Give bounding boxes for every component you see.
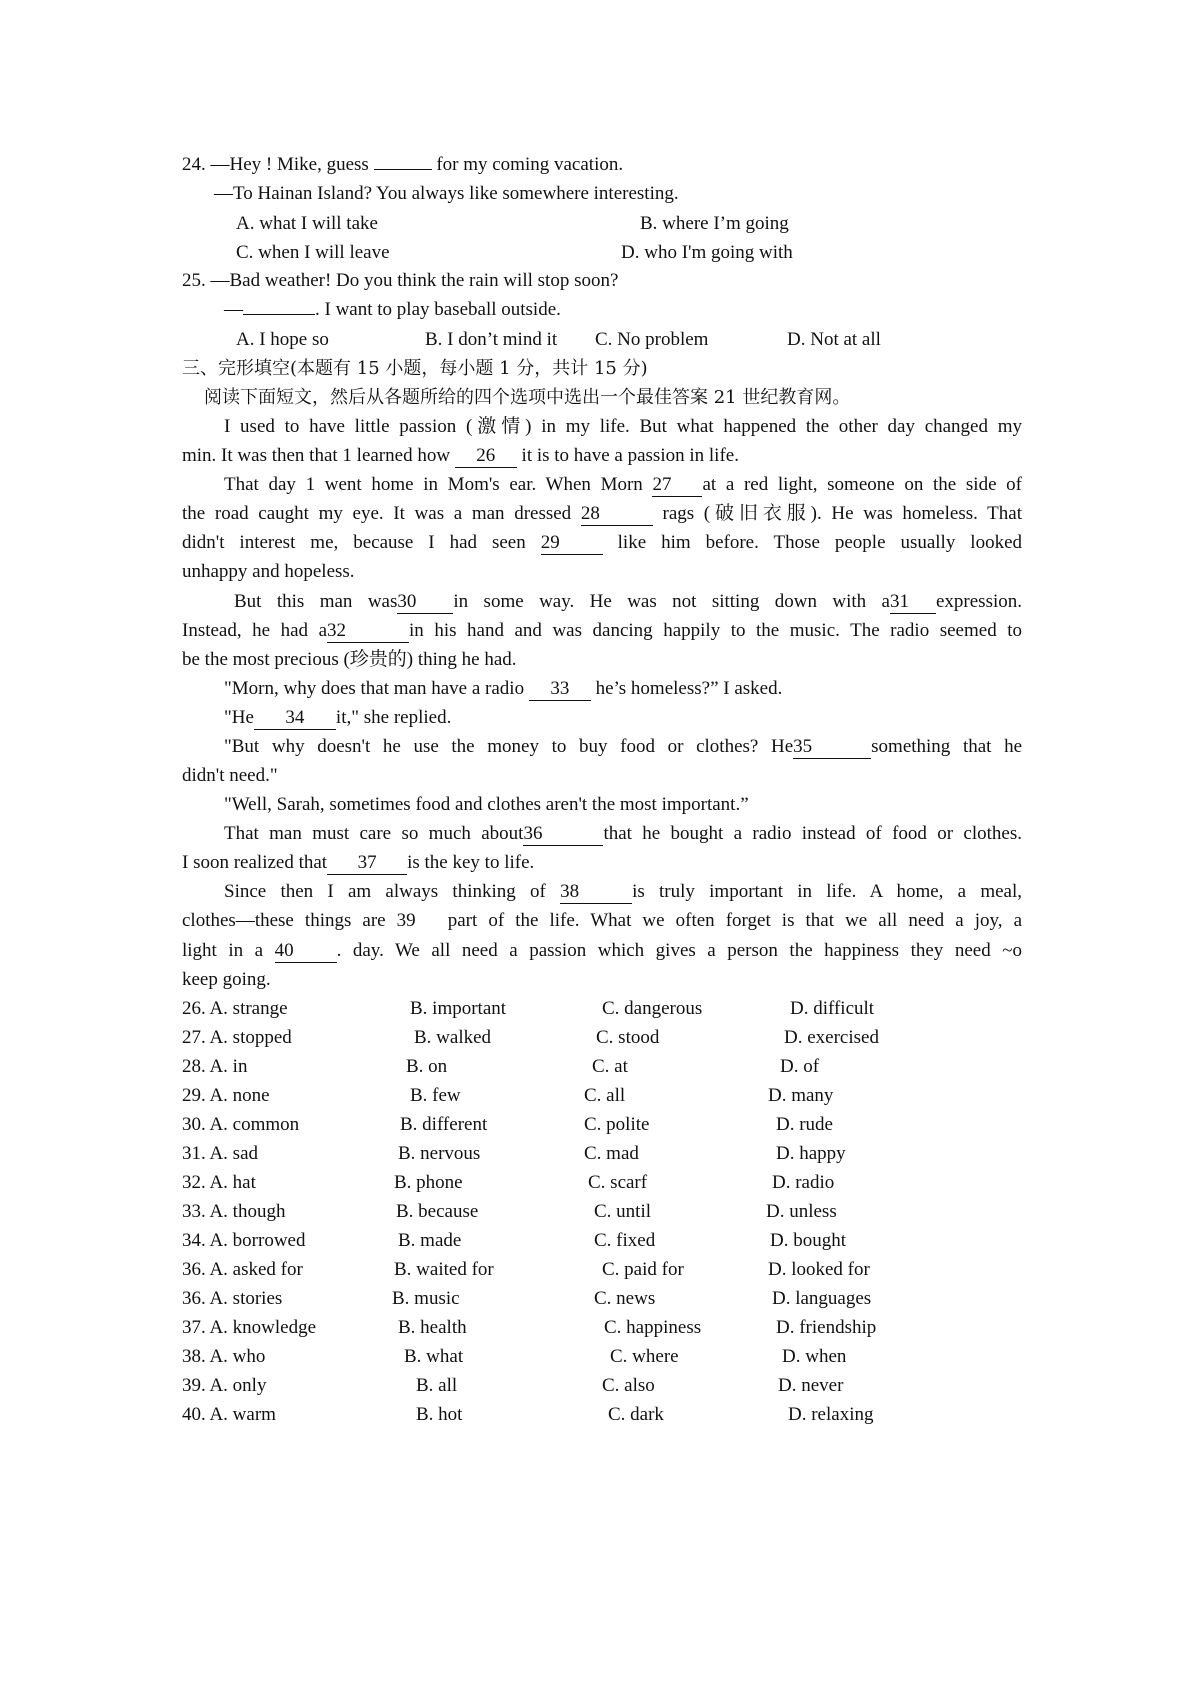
q24-option-a: A. what I will take: [236, 213, 378, 234]
section-instruction: 阅读下面短文，然后从各题所给的四个选项中选出一个最佳答案 21 世纪教育网。: [204, 387, 851, 408]
passage-line: min. It was then that 1 learned how 26 it is to have a passion in life.: [182, 445, 739, 466]
option-d: D. bought: [770, 1230, 846, 1251]
option-row: [182, 1024, 1022, 1052]
option-c: C. fixed: [594, 1230, 656, 1251]
option-b: B. on: [406, 1056, 448, 1077]
option-a: 38. A. who: [182, 1346, 266, 1367]
q25-stem: 25. —Bad weather! Do you think the rain will stop soon?: [182, 270, 619, 291]
option-d: D. when: [782, 1346, 847, 1367]
option-c: C. polite: [584, 1114, 650, 1135]
option-b: B. phone: [394, 1172, 463, 1193]
option-b: B. because: [396, 1201, 479, 1222]
blank-39: 39: [396, 910, 416, 931]
option-a: 29. A. none: [182, 1085, 270, 1106]
option-c: C. paid for: [602, 1259, 684, 1280]
passage-line: didn't need.": [182, 765, 278, 786]
option-row: [182, 995, 1022, 1023]
option-row: [182, 1198, 1022, 1226]
blank-28: 28: [581, 503, 653, 526]
q24-options-row2: [182, 239, 1022, 267]
option-a: 34. A. borrowed: [182, 1230, 306, 1251]
option-a: 31. A. sad: [182, 1143, 258, 1164]
option-row: [182, 1111, 1022, 1139]
option-d: D. rude: [776, 1114, 833, 1135]
passage-line: Instead, he had a32 in his hand and was dancing happily to the music. The radio seemed to: [182, 620, 1022, 641]
passage-line: Since then I am always thinking of 38 is truly important in life. A home, a meal,: [224, 881, 1023, 902]
option-row: [182, 1169, 1022, 1197]
q24-options-row1: [182, 210, 1022, 238]
option-row: [182, 1401, 1022, 1429]
option-b: B. nervous: [398, 1143, 481, 1164]
blank-30: 30: [397, 591, 453, 614]
option-a: 30. A. common: [182, 1114, 300, 1135]
option-d: D. languages: [772, 1288, 872, 1309]
option-c: C. mad: [584, 1143, 639, 1164]
passage-line: keep going.: [182, 969, 271, 990]
option-row: [182, 1256, 1022, 1284]
option-b: B. different: [400, 1114, 488, 1135]
option-c: C. stood: [596, 1027, 660, 1048]
option-a: 32. A. hat: [182, 1172, 256, 1193]
section-heading: 三、完形填空(本题有 15 小题，每小题 1 分，共计 15 分): [182, 358, 648, 379]
option-d: D. never: [778, 1375, 844, 1396]
option-d: D. radio: [772, 1172, 835, 1193]
passage-line: clothes—these things are 39 part of the life. What we often forget is that we all need a joy, a: [182, 907, 1022, 935]
blank-40: 40: [275, 940, 337, 963]
q25-option-c: C. No problem: [595, 329, 709, 350]
q25-option-a: A. I hope so: [236, 329, 329, 350]
option-c: C. happiness: [604, 1317, 702, 1338]
q24-option-d: D. who I'm going with: [621, 242, 793, 263]
q24-blank: [374, 169, 432, 170]
option-a: 28. A. in: [182, 1056, 248, 1077]
passage-line: I used to have little passion (激情) in my life. But what happened the other day changed my: [224, 416, 1022, 437]
option-b: B. few: [410, 1085, 461, 1106]
option-c: C. until: [594, 1201, 652, 1222]
option-d: D. friendship: [776, 1317, 877, 1338]
option-c: C. scarf: [588, 1172, 648, 1193]
passage-line: "But why doesn't he use the money to buy food or clothes? He35 something that he: [224, 736, 1023, 757]
q25-option-b: B. I don’t mind it: [425, 329, 558, 350]
option-b: B. made: [398, 1230, 462, 1251]
blank-26: 26: [455, 445, 517, 468]
q24-stem: 24. —Hey ! Mike, guess for my coming vacation.: [182, 154, 624, 175]
option-row: [182, 1082, 1022, 1110]
option-d: D. unless: [766, 1201, 837, 1222]
passage-line: didn't interest me, because I had seen 29 like him before. Those people usually looked: [182, 532, 1023, 553]
blank-36: 36: [523, 823, 603, 846]
blank-37: 37: [327, 852, 407, 875]
option-d: D. exercised: [784, 1027, 879, 1048]
option-row: [182, 1343, 1022, 1371]
passage-line: That day 1 went home in Mom's ear. When Morn 27 at a red light, someone on the side of: [224, 474, 1022, 495]
q25-option-d: D. Not at all: [787, 329, 881, 350]
option-row: [182, 1314, 1022, 1342]
passage-line: "Morn, why does that man have a radio 33 he’s homeless?” I asked.: [224, 678, 783, 699]
q25-options: [182, 326, 1022, 354]
passage-line: I soon realized that 37 is the key to life.: [182, 852, 535, 873]
passage-line: That man must care so much about36 that he bought a radio instead of food or clothes.: [224, 823, 1022, 844]
option-row: [182, 1285, 1022, 1313]
option-c: C. news: [594, 1288, 656, 1309]
option-a: 40. A. warm: [182, 1404, 276, 1425]
q24-reply: —To Hainan Island? You always like somewhere interesting.: [214, 183, 679, 204]
option-c: C. dangerous: [602, 998, 703, 1019]
option-c: C. at: [592, 1056, 628, 1077]
option-d: D. difficult: [790, 998, 875, 1019]
q24-option-c: C. when I will leave: [236, 242, 390, 263]
passage-line: the road caught my eye. It was a man dressed 28 rags (破旧衣服). He was homeless. That: [182, 503, 1022, 524]
q24-option-b: B. where I’m going: [640, 213, 789, 234]
option-d: D. looked for: [768, 1259, 870, 1280]
passage-line: unhappy and hopeless.: [182, 561, 355, 582]
option-d: D. many: [768, 1085, 834, 1106]
passage-line: "Well, Sarah, sometimes food and clothes aren't the most important.”: [224, 794, 749, 815]
option-a: 36. A. asked for: [182, 1259, 303, 1280]
blank-29: 29: [541, 532, 603, 555]
option-row: [182, 1372, 1022, 1400]
option-row: [182, 1140, 1022, 1168]
option-a: 37. A. knowledge: [182, 1317, 317, 1338]
option-c: C. all: [584, 1085, 626, 1106]
blank-27: 27: [652, 474, 702, 497]
blank-31: 31: [890, 591, 936, 614]
option-d: D. of: [780, 1056, 820, 1077]
passage-line: "He 34 it," she replied.: [224, 707, 452, 728]
option-a: 39. A. only: [182, 1375, 267, 1396]
option-a: 36. A. stories: [182, 1288, 283, 1309]
blank-33: 33: [529, 678, 591, 701]
option-b: B. waited for: [394, 1259, 494, 1280]
option-row: [182, 1227, 1022, 1255]
blank-32: 32: [327, 620, 409, 643]
blank-34: 34: [254, 707, 336, 730]
option-c: C. where: [610, 1346, 679, 1367]
option-b: B. what: [404, 1346, 464, 1367]
option-d: D. happy: [776, 1143, 846, 1164]
option-b: B. hot: [416, 1404, 463, 1425]
option-d: D. relaxing: [788, 1404, 874, 1425]
option-row: [182, 1053, 1022, 1081]
option-a: 26. A. strange: [182, 998, 288, 1019]
passage-line: But this man was30 in some way. He was not sitting down with a31 expression.: [234, 591, 1022, 612]
option-b: B. music: [392, 1288, 460, 1309]
passage-line: be the most precious (珍贵的) thing he had.: [182, 649, 517, 670]
option-b: B. all: [416, 1375, 458, 1396]
option-c: C. dark: [608, 1404, 664, 1425]
option-a: 33. A. though: [182, 1201, 286, 1222]
option-b: B. important: [410, 998, 507, 1019]
blank-35: 35: [793, 736, 871, 759]
option-a: 27. A. stopped: [182, 1027, 292, 1048]
option-b: B. walked: [414, 1027, 492, 1048]
q25-blank: [243, 314, 315, 315]
option-b: B. health: [398, 1317, 467, 1338]
blank-38: 38: [560, 881, 632, 904]
option-c: C. also: [602, 1375, 655, 1396]
passage-line: light in a 40 . day. We all need a passion which gives a person the happiness they need ~o: [182, 940, 1022, 961]
q25-reply: — . I want to play baseball outside.: [224, 299, 561, 320]
